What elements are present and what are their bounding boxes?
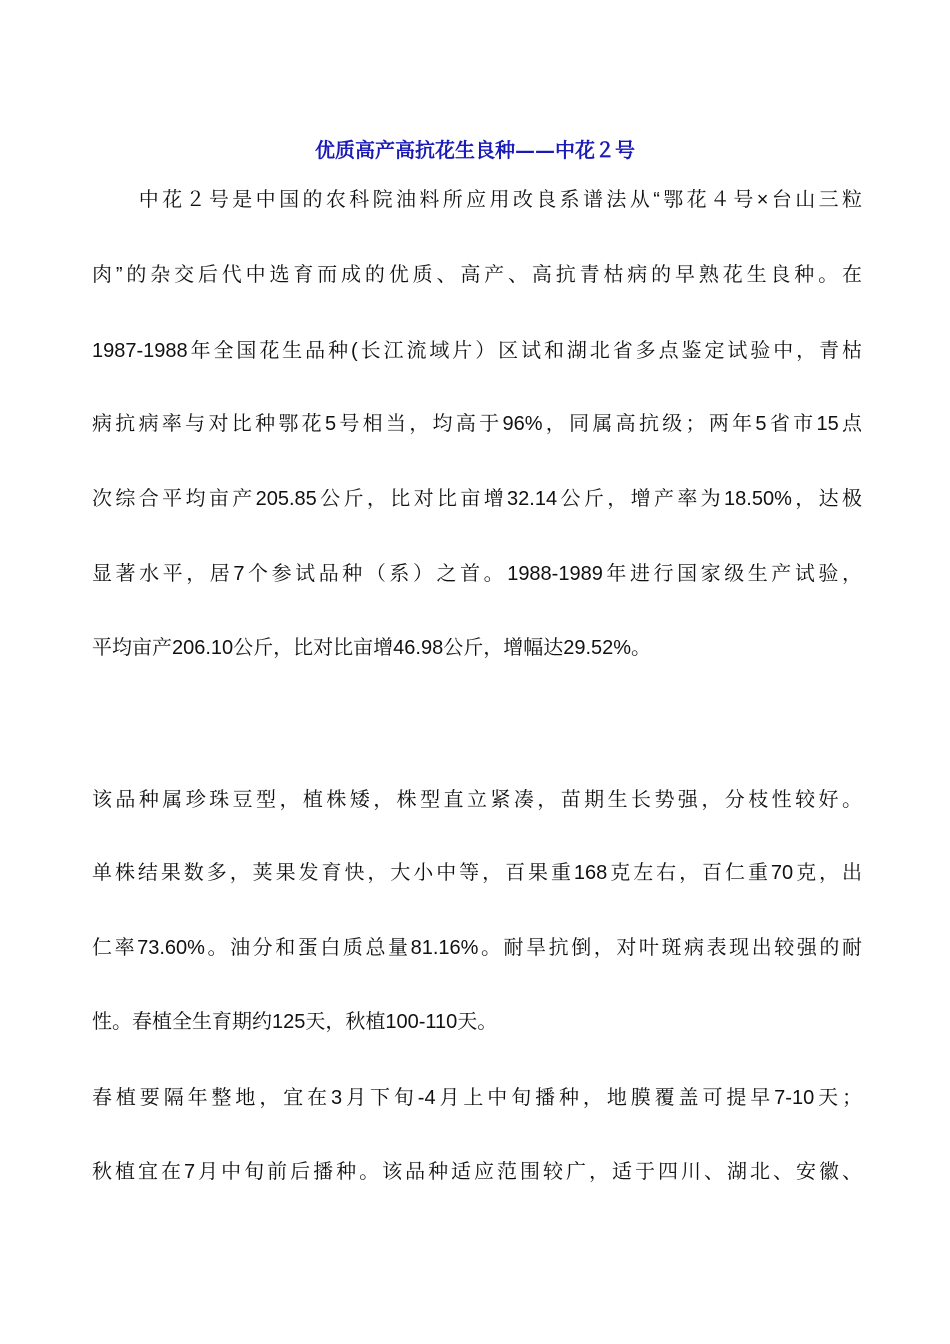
paragraph-3-line-1: 春植要隔年整地，宜在3月下旬-4月上中旬播种，地膜覆盖可提早7-10天； [92,1087,862,1109]
paragraph-1-line-2: 肉”的杂交后代中选育而成的优质、高产、高抗青枯病的早熟花生良种。在 [92,264,862,286]
paragraph-1-line-5: 次综合平均亩产205.85公斤，比对比亩增32.14公斤，增产率为18.50%，达极 [92,488,862,510]
paragraph-1-line-4: 病抗病率与对比种鄂花5号相当，均高于96%，同属高抗级；两年5省市15点 [92,413,862,435]
document-title: 优质高产高抗花生良种——中花２号 [315,138,635,162]
paragraph-2-line-4: 性。春植全生育期约125天，秋植100-110天。 [92,1011,498,1033]
paragraph-1-line-3: 1987-1988年全国花生品种(长江流域片）区试和湖北省多点鉴定试验中，青枯 [92,340,862,362]
paragraph-2-line-1: 该品种属珍珠豆型，植株矮，株型直立紧凑，苗期生长势强，分枝性较好。 [92,789,862,811]
paragraph-1-line-6: 显著水平，居7个参试品种（系）之首。1988-1989年进行国家级生产试验， [92,563,862,585]
paragraph-2-line-2: 单株结果数多，荚果发育快，大小中等，百果重168克左右，百仁重70克，出 [92,862,862,884]
paragraph-3-line-2: 秋植宜在7月中旬前后播种。该品种适应范围较广，适于四川、湖北、安徽、 [92,1161,862,1183]
paragraph-2-line-3: 仁率73.60%。油分和蛋白质总量81.16%。耐旱抗倒，对叶斑病表现出较强的耐 [92,937,862,959]
paragraph-1-line-7: 平均亩产206.10公斤，比对比亩增46.98公斤，增幅达29.52%。 [92,637,652,659]
paragraph-1-line-1: 中花２号是中国的农科院油料所应用改良系谱法从“鄂花４号×台山三粒 [92,189,862,211]
